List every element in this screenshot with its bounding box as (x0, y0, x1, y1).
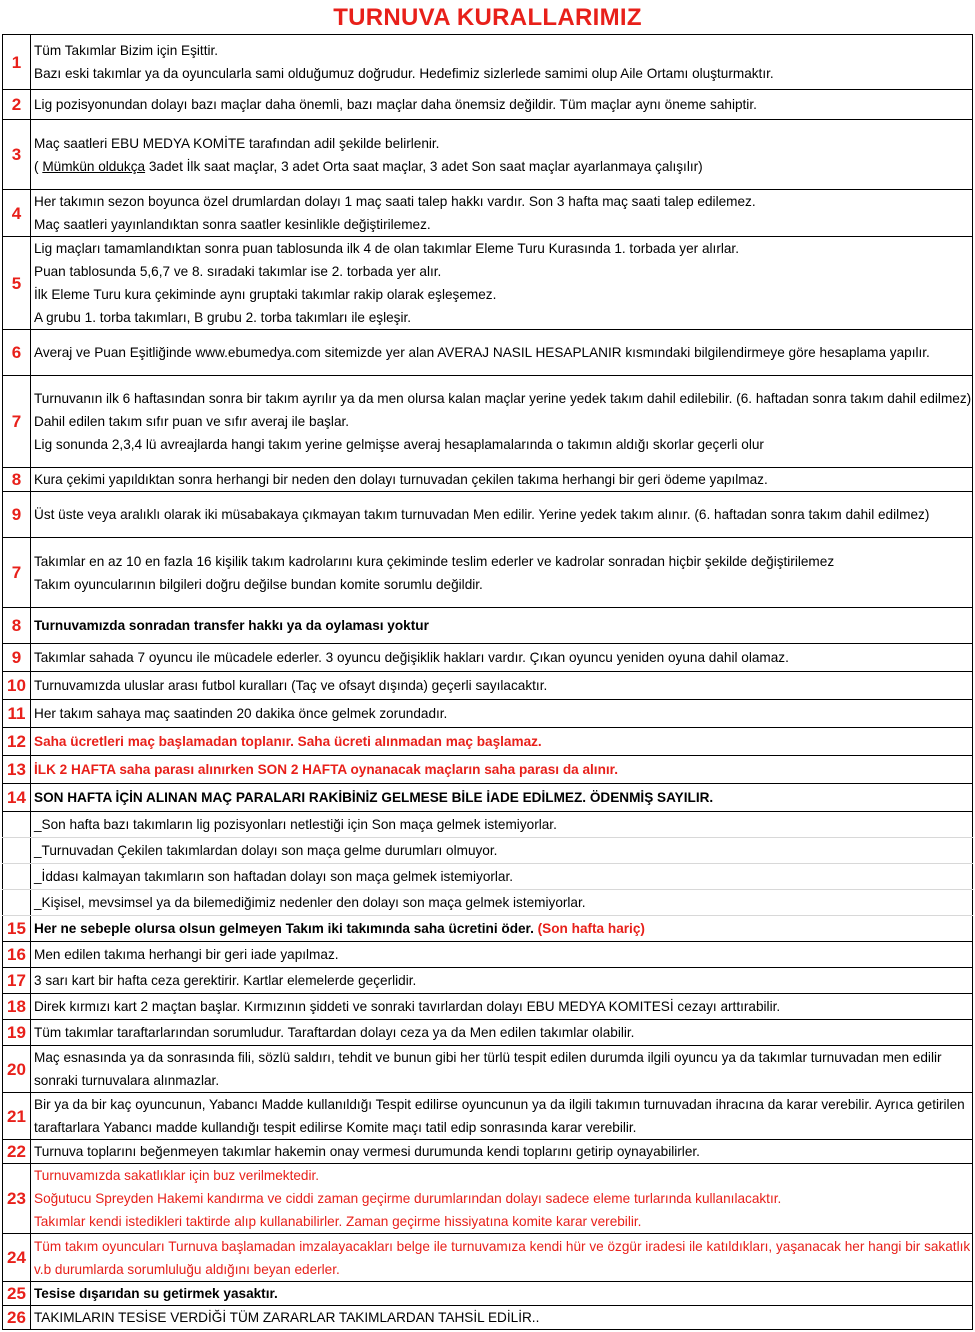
rule-number: 6 (3, 330, 31, 376)
rule-text (31, 994, 973, 1020)
rule-row (3, 890, 973, 916)
rule-text (31, 812, 973, 838)
rule-line: Maç esnasında ya da sonrasında fili, sözlü saldırı, tehdit ve bunun gibi her türlü tespit edilen durumda ilgili oyuncu ya da takımlar turnuvadan men edilir sonraki turnuvalara alınmazlar. (34, 1050, 942, 1088)
rule-number: 4 (3, 190, 31, 237)
rule-row (3, 1140, 973, 1164)
rule-row (3, 608, 973, 644)
rule-row (3, 942, 973, 968)
rule-text (31, 237, 973, 330)
rule-text (31, 1282, 973, 1306)
rule-line-part: Mümkün oldukça (42, 158, 146, 174)
rule-number: 17 (3, 968, 31, 994)
rule-text (31, 35, 973, 90)
rule-number (3, 838, 31, 864)
rule-number: 13 (3, 756, 31, 784)
rule-text (31, 90, 973, 120)
rule-line: Üst üste veya aralıklı olarak iki müsabakaya çıkmayan takım turnuvadan Men edilir. Yerine yedek takım alınır. (6. haftadan sonra takım dahil edilmez) (34, 507, 930, 522)
rule-number: 2 (3, 90, 31, 120)
rule-row (3, 1164, 973, 1234)
rule-number: 11 (3, 700, 31, 728)
rule-number: 10 (3, 672, 31, 700)
rule-number: 1 (3, 35, 31, 90)
rule-line: Her takım sahaya maç saatinden 20 dakika önce gelmek zorundadır. (34, 706, 448, 721)
rule-row (3, 812, 973, 838)
rule-text (31, 890, 973, 916)
rule-line: Dahil edilen takım sıfır puan ve sıfır averaj ile başlar. (34, 414, 350, 429)
page-title: TURNUVA KURALLARIMIZ (333, 4, 642, 31)
rule-line: _Kişisel, mevsimsel ya da bilemediğimiz nedenler den dolayı son maça gelmek istemiyorlar. (34, 895, 586, 910)
rule-row (3, 468, 973, 492)
rule-number (3, 864, 31, 890)
rule-line: Puan tablosunda 5,6,7 ve 8. sıradaki takımlar ise 2. torbada yer alır. (34, 264, 442, 279)
rule-row (3, 330, 973, 376)
rule-number: 5 (3, 237, 31, 330)
rule-text (31, 1306, 973, 1330)
rule-line: Turnuvamızda sakatlıklar için buz verilmektedir. (34, 1168, 320, 1183)
rule-line: Tüm Takımlar Bizim için Eşittir. (34, 43, 219, 58)
rule-number: 16 (3, 942, 31, 968)
rule-text (31, 756, 973, 784)
rule-row (3, 90, 973, 120)
rule-text (31, 330, 973, 376)
rule-line: Saha ücretleri maç başlamadan toplanır. Saha ücreti alınmadan maç başlamaz. (34, 734, 542, 749)
rule-text (31, 700, 973, 728)
rule-row (3, 1093, 973, 1140)
rule-line: 3 sarı kart bir hafta ceza gerektirir. Kartlar elemelerde geçerlidir. (34, 973, 417, 988)
rule-number: 3 (3, 120, 31, 190)
rule-number: 12 (3, 728, 31, 756)
rule-line: Turnuva toplarını beğenmeyen takımlar hakemin onay vermesi durumunda kendi toplarını getirip oynayabilirler. (34, 1144, 700, 1159)
rule-text (31, 538, 973, 608)
rule-number: 9 (3, 492, 31, 538)
rule-line: Soğutucu Spreyden Hakemi kandırma ve ciddi zaman geçirme durumlarından dolayı sadece eleme turlarında kullanılacaktır. (34, 1191, 782, 1206)
rule-line: Men edilen takıma herhangi bir geri iade yapılmaz. (34, 947, 339, 962)
rule-row (3, 35, 973, 90)
rule-number: 15 (3, 916, 31, 942)
rule-line: SON HAFTA İÇİN ALINAN MAÇ PARALARI RAKİBİNİZ GELMESE BİLE İADE EDİLMEZ. ÖDENMİŞ SAYILIR. (34, 790, 714, 805)
rule-line: Takımlar sahada 7 oyuncu ile mücadele ederler. 3 oyuncu değişiklik hakları vardır. Çıkan oyuncu yeniden oyuna dahil olamaz. (34, 650, 789, 665)
rule-row (3, 968, 973, 994)
rules-table (2, 34, 973, 1330)
rule-text (31, 864, 973, 890)
rule-line: Averaj ve Puan Eşitliğinde www.ebumedya.com sitemizde yer alan AVERAJ NASIL HESAPLANIR kısmındaki bilgilendirmeye göre hesaplama yapılır. (34, 345, 930, 360)
rule-line: Turnuvamızda sonradan transfer hakkı ya da oylaması yoktur (34, 618, 429, 633)
rule-row (3, 700, 973, 728)
rule-text (31, 1046, 973, 1093)
rule-line: Turnuvanın ilk 6 haftasından sonra bir takım ayrılır ya da men olursa kalan maçlar yerine yedek takım dahil edilebilir. (6. haftadan sonra takım dahil edilmez) (34, 391, 972, 406)
rule-text (31, 672, 973, 700)
rule-line: Takımlar kendi istedikleri taktirde alıp kullanabilirler. Zaman geçirme hissiyatına komite karar verebilir. (34, 1214, 642, 1229)
rule-text (31, 608, 973, 644)
rule-row (3, 120, 973, 190)
rule-row (3, 864, 973, 890)
rules-table-body (3, 35, 973, 1330)
rule-row (3, 1282, 973, 1306)
rule-line: Her takımın sezon boyunca özel drumlardan dolayı 1 maç saati talep hakkı vardır. Son 3 hafta maç saati talep edilemez. (34, 194, 756, 209)
rule-number: 9 (3, 644, 31, 672)
rule-text (31, 1093, 973, 1140)
rule-line: Kura çekimi yapıldıktan sonra herhangi bir neden den dolayı turnuvadan çekilen takıma herhangi bir geri ödeme yapılmaz. (34, 472, 768, 487)
rule-line: Maç saatleri yayınlandıktan sonra saatler kesinlikle değiştirilemez. (34, 217, 431, 232)
rule-text (31, 1140, 973, 1164)
rule-row (3, 492, 973, 538)
rule-line: Bazı eski takımlar ya da oyuncularla sami olduğumuz doğrudur. Hedefimiz sizlerlede samimi olup Aile Ortamı oluşturmaktır. (34, 66, 774, 81)
rule-line: Lig pozisyonundan dolayı bazı maçlar daha önemli, bazı maçlar daha önemsiz değildir. Tüm maçlar aynı öneme sahiptir. (34, 97, 757, 112)
rule-number: 7 (3, 538, 31, 608)
rule-row (3, 644, 973, 672)
rule-row (3, 538, 973, 608)
rule-line: İLK 2 HAFTA saha parası alınırken SON 2 HAFTA oynanacak maçların saha parası da alınır. (34, 762, 618, 777)
rule-line: Lig sonunda 2,3,4 lü avreajlarda hangi takım yerine gelmişse averaj hesaplamalarında o takımın aldığı skorlar geçerli olur (34, 437, 764, 452)
rule-text (31, 784, 973, 812)
rule-number: 25 (3, 1282, 31, 1306)
rule-row (3, 1046, 973, 1093)
rule-line (34, 155, 972, 178)
rule-number: 24 (3, 1234, 31, 1282)
rule-text (31, 1234, 973, 1282)
rule-number: 21 (3, 1093, 31, 1140)
rule-line: İlk Eleme Turu kura çekiminde aynı gruptaki takımlar rakip olarak eşleşemez. (34, 287, 497, 302)
rule-number: 8 (3, 468, 31, 492)
rule-row (3, 672, 973, 700)
rule-line-part: 3adet İlk saat maçlar, 3 adet Orta saat maçlar, 3 adet Son saat maçlar ayarlanmaya çalışılır) (145, 158, 703, 174)
rule-row (3, 784, 973, 812)
rule-number: 7 (3, 376, 31, 468)
rule-number: 20 (3, 1046, 31, 1093)
rule-line-part: ( (34, 158, 43, 174)
rule-row (3, 376, 973, 468)
rule-number (3, 890, 31, 916)
rule-text (31, 968, 973, 994)
rule-line: Takım oyuncularının bilgileri doğru değilse bundan komite sorumlu değildir. (34, 576, 483, 592)
rule-line: _Turnuvadan Çekilen takımlardan dolayı son maça gelme durumları olmuyor. (34, 843, 498, 858)
rule-text (31, 838, 973, 864)
rule-row (3, 190, 973, 237)
rule-line: A grubu 1. torba takımları, B grubu 2. torba takımları ile eşleşir. (34, 310, 412, 325)
rule-row (3, 838, 973, 864)
rule-text (31, 376, 973, 468)
rule-number: 23 (3, 1164, 31, 1234)
rule-text (31, 942, 973, 968)
rule-row (3, 1020, 973, 1046)
rule-line: Direk kırmızı kart 2 maçtan başlar. Kırmızının şiddeti ve sonraki tavırlardan dolayı EBU MEDYA KOMITESİ cezayı arttırabilir. (34, 999, 781, 1014)
rule-row (3, 1234, 973, 1282)
rule-number (3, 812, 31, 838)
rule-number: 18 (3, 994, 31, 1020)
rule-text (31, 916, 973, 942)
rule-text (31, 1164, 973, 1234)
rule-text (31, 728, 973, 756)
rule-text (31, 492, 973, 538)
rule-row (3, 728, 973, 756)
rule-row (3, 237, 973, 330)
rule-line (34, 917, 972, 940)
rule-line: Maç saatleri EBU MEDYA KOMİTE tarafından adil şekilde belirlenir. (34, 135, 440, 151)
rule-number: 14 (3, 784, 31, 812)
rule-number: 22 (3, 1140, 31, 1164)
rule-line: Tesise dışarıdan su getirmek yasaktır. (34, 1286, 278, 1301)
rule-number: 8 (3, 608, 31, 644)
rule-row (3, 994, 973, 1020)
rule-text (31, 190, 973, 237)
rule-line: Bir ya da bir kaç oyuncunun, Yabancı Madde kullanıldığı Tespit edilirse oyuncunun ya da ilgili takımın turnuvadan ihracına da karar verebilir. Ayrıca getirilen taraftarlara Yabancı madde kullandığı tespit edilirse Komite maçı tatil edip sonrasında karar verebilir. (34, 1097, 965, 1135)
rule-text (31, 120, 973, 190)
rule-number: 26 (3, 1306, 31, 1330)
rule-line: Tüm takım oyuncuları Turnuva başlamadan imzalayacakları belge ile turnuvamıza kendi hür ve özgür iradesi ile katıldıkları, yaşanacak her hangi bir sakatlık v.b durumlarda sorumluluğu aldığını beyan ederler. (34, 1238, 971, 1277)
rule-line: Lig maçları tamamlandıktan sonra puan tablosunda ilk 4 de olan takımlar Eleme Turu Kurasında 1. torbada yer alırlar. (34, 241, 739, 256)
rule-text (31, 468, 973, 492)
rule-number: 19 (3, 1020, 31, 1046)
rule-row (3, 916, 973, 942)
rule-line: TAKIMLARIN TESİSE VERDİĞİ TÜM ZARARLAR TAKIMLARDAN TAHSİL EDİLİR.. (34, 1310, 540, 1325)
rule-text (31, 644, 973, 672)
rule-line: _Son hafta bazı takımların lig pozisyonları netlestiği için Son maça gelmek istemiyorlar. (34, 817, 557, 832)
rule-row (3, 1306, 973, 1330)
rule-text (31, 1020, 973, 1046)
rule-line: _İddası kalmayan takımların son haftadan dolayı son maça gelmek istemiyorlar. (34, 869, 514, 884)
rule-line: Takımlar en az 10 en fazla 16 kişilik takım kadrolarını kura çekiminde teslim ederler ve kadrolar sonradan hiçbir şekilde değiştirilemez (34, 553, 835, 569)
rule-line-part: Her ne sebeple olursa olsun gelmeyen Takım iki takımında saha ücretini öder. (34, 921, 538, 936)
rule-line: Turnuvamızda uluslar arası futbol kuralları (Taç ve ofsayt dışında) geçerli sayılacaktır. (34, 678, 548, 693)
rule-line: Tüm takımlar taraftarlarından sorumludur. Taraftardan dolayı ceza ya da Men edilen takımlar olabilir. (34, 1025, 635, 1040)
rule-row (3, 756, 973, 784)
rule-line-part: (Son hafta hariç) (537, 921, 645, 936)
